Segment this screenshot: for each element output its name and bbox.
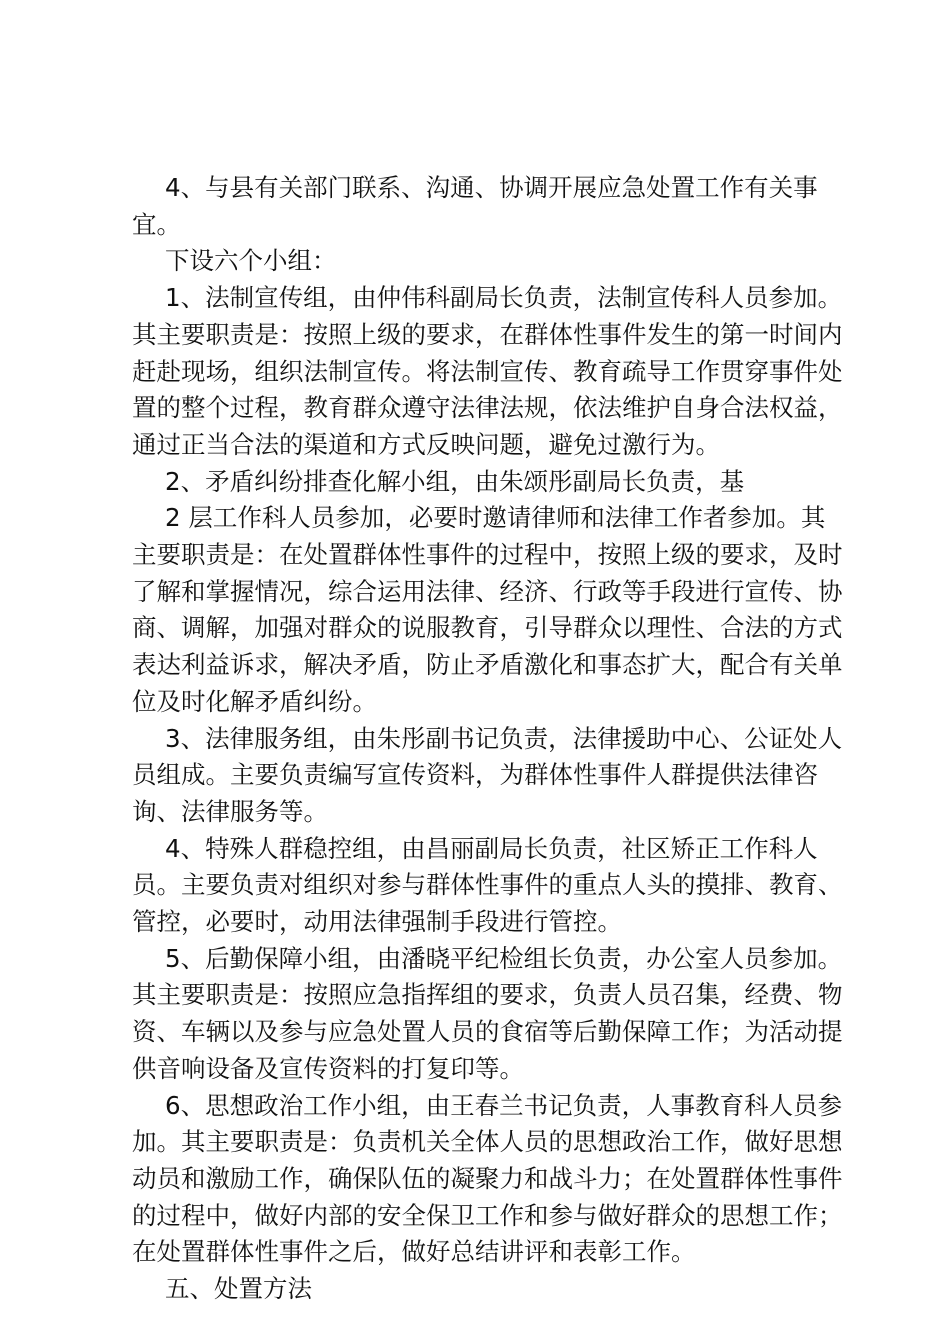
paragraph-dispute-resolution-continued: 2 层工作科人员参加，必要时邀请律师和法律工作者参加。其主要职责是：在处置群体性事件的过程中，按照上级的要求，及时了解和掌握情况，综合运用法律、经济、行政等手段进行宣传、协商、调解，加强对群众的说服教育，引导群众以理性、合法的方式表达利益诉求，解决矛盾，防止矛盾激化和事态扩大，配合有关单位及时化解矛盾纠纷。 [132,503,843,716]
paragraph-legal-service-group: 3、法律服务组，由朱彤副书记负责，法律援助中心、公证处人员组成。主要负责编写宣传资料，为群体性事件人群提供法律咨询、法律服务等。 [132,723,843,826]
section-heading-handling-methods: 五、处置方法 [165,1274,312,1304]
paragraph-special-population-group: 4、特殊人群稳控组，由昌丽副局长负责，社区矫正工作科人员。主要负责对组织对参与群体性事件的重点人头的摸排、教育、管控，必要时，动用法律强制手段进行管控。 [132,833,843,937]
paragraph-logistics-group: 5、后勤保障小组，由潘晓平纪检组长负责，办公室人员参加。其主要职责是：按照应急指挥组的要求，负责人员召集，经费、物资、车辆以及参与应急处置人员的食宿等后勤保障工作；为活动提供音响设备及宣传资料的打复印等。 [132,943,843,1083]
paragraph-dispute-resolution-group: 2、矛盾纠纷排查化解小组，由朱颂彤副局长负责，基 [165,466,745,496]
paragraph-six-groups-intro: 下设六个小组： [165,246,337,276]
paragraph-legal-publicity-group: 1、法制宣传组，由仲伟科副局长负责，法制宣传科人员参加。其主要职责是：按照上级的要求，在群体性事件发生的第一时间内赶赴现场，组织法制宣传。将法制宣传、教育疏导工作贯穿事件处置的整个过程，教育群众遵守法律法规，依法维护自身合法权益，通过正当合法的渠道和方式反映问题，避免过激行为。 [132,283,843,459]
paragraph-ideological-work-group: 6、思想政治工作小组，由王春兰书记负责，人事教育科人员参加。其主要职责是：负责机关全体人员的思想政治工作，做好思想动员和激励工作，确保队伍的凝聚力和战斗力；在处置群体性事件的过程中，做好内部的安全保卫工作和参与做好群众的思想工作；在处置群体性事件之后，做好总结讲评和表彰工作。 [132,1090,843,1267]
document-body [132,170,844,1308]
paragraph-item-4-liaison: 4、与县有关部门联系、沟通、协调开展应急处置工作有关事宜。 [132,173,818,239]
